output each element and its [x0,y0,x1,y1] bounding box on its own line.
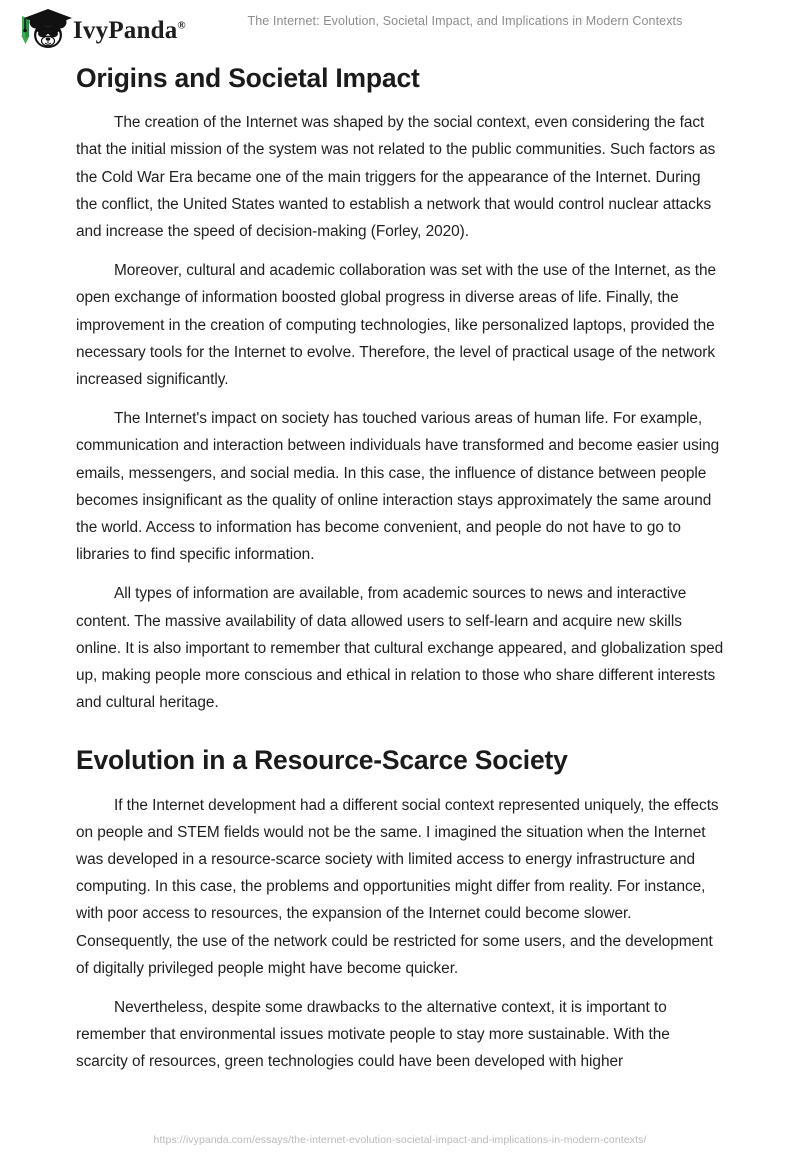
paragraph: The creation of the Internet was shaped by the social context, even considering the fact that the initial mission of the system was not related to the public communities. Such factors as the Cold War Era became one of the main triggers for the appearance of the Internet. During the conflict, the United States wanted to establish a network that would control nuclear attacks and increase the speed of decision-making (Forley, 2020). [76,114,716,240]
paragraph: If the Internet development had a different social context represented uniquely, the effects on people and STEM fields would not be the same. I imagined the situation when the Internet was developed in a resource-scarce society with limited access to energy infrastructure and computing. In this case, the problems and opportunities might differ from reality. For instance, with poor access to resources, the expansion of the Internet could become slower. Consequently, the use of the network could be restricted for some users, and the development of digitally privileged people might have become quicker. [76,796,719,977]
paragraph: Moreover, cultural and academic collaboration was set with the use of the Internet, as the open exchange of information boosted global progress in diverse areas of life. Finally, the improvement in the creation of computing technologies, like personalized laptops, provided the necessary tools for the Internet to evolve. Therefore, the level of practical usage of the network increased significantly. [76,262,717,388]
page-footer [0,1130,800,1148]
document-title-header: The Internet: Evolution, Societal Impact, and Implications in Modern Contexts [247,14,683,28]
brand-name: IvyPanda® [73,16,186,44]
paragraph: All types of information are available, from academic sources to news and interactive content. The massive availability of data allowed users to self-learn and acquire new skills online. It is also important to remember that cultural exchange appeared, and globalization sped up, making people more conscious and ethical in relation to those who share different interests and cultural heritage. [76,585,724,712]
section-heading-evolution: Evolution in a Resource-Scarce Society [76,745,568,776]
paragraph: The Internet's impact on society has touched various areas of human life. For example, communication and interaction between individuals have transformed and become easier using emails, messengers, and social media. In this case, the influence of distance between people becomes insignificant as the quality of online interaction stays approximately the same around the world. Access to information has become convenient, and people do not have to go to libraries to find specific information. [76,410,720,564]
document-body [76,62,724,1076]
source-url[interactable]: https://ivypanda.com/essays/the-internet-evolution-societal-impact-and-implications-in-modern-contexts/ [153,1134,647,1146]
registered-mark: ® [177,19,186,32]
page-header [0,0,800,52]
section-heading-origins: Origins and Societal Impact [76,63,420,93]
paragraph: Nevertheless, despite some drawbacks to the alternative context, it is important to remember that environmental issues motivate people to stay more sustainable. With the scarcity of resources, green technologies could have been developed with higher [76,998,670,1071]
